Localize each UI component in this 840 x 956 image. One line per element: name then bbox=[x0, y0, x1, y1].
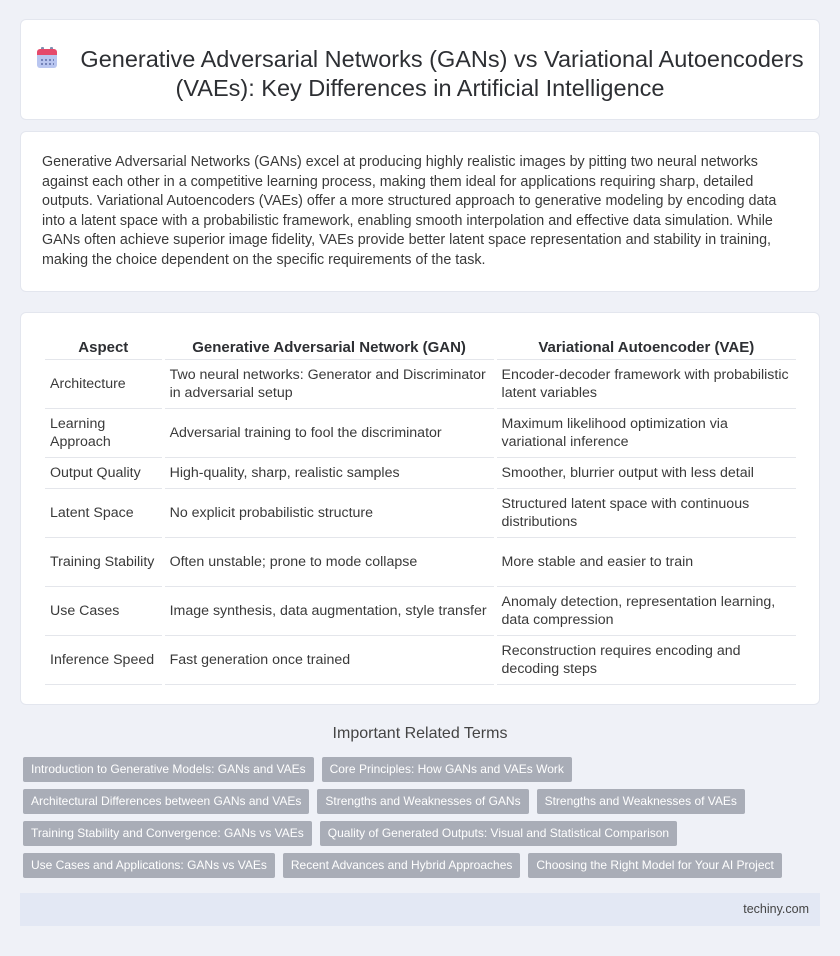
table-row bbox=[45, 409, 796, 458]
cell-vae: Maximum likelihood optimization via variational inference bbox=[497, 409, 796, 458]
related-term-tag[interactable]: Choosing the Right Model for Your AI Project bbox=[528, 853, 781, 878]
comparison-card bbox=[20, 312, 820, 705]
cell-aspect: Use Cases bbox=[45, 587, 162, 636]
cell-aspect: Inference Speed bbox=[45, 636, 162, 685]
header-card bbox=[20, 19, 820, 120]
related-term-tag[interactable]: Quality of Generated Outputs: Visual and Statistical Comparison bbox=[320, 821, 677, 846]
related-term-tag[interactable]: Core Principles: How GANs and VAEs Work bbox=[322, 757, 572, 782]
related-terms-title: Important Related Terms bbox=[332, 725, 508, 742]
calendar-icon bbox=[36, 47, 58, 69]
related-term-tag[interactable]: Strengths and Weaknesses of GANs bbox=[317, 789, 528, 814]
cell-aspect: Latent Space bbox=[45, 489, 162, 538]
table-row bbox=[45, 458, 796, 489]
related-term-tag[interactable]: Strengths and Weaknesses of VAEs bbox=[537, 789, 745, 814]
cell-aspect: Learning Approach bbox=[45, 409, 162, 458]
intro-card bbox=[20, 131, 820, 292]
cell-gan: Image synthesis, data augmentation, style transfer bbox=[165, 587, 494, 636]
cell-gan: Fast generation once trained bbox=[165, 636, 494, 685]
cell-gan: High-quality, sharp, realistic samples bbox=[165, 458, 494, 489]
cell-gan: Two neural networks: Generator and Discriminator in adversarial setup bbox=[165, 360, 494, 409]
cell-vae: Anomaly detection, representation learning, data compression bbox=[497, 587, 796, 636]
table-row bbox=[45, 636, 796, 685]
footer-site-link[interactable]: techiny.com bbox=[743, 902, 809, 916]
cell-gan: Often unstable; prone to mode collapse bbox=[165, 538, 494, 587]
related-term-tag[interactable]: Architectural Differences between GANs and VAEs bbox=[23, 789, 309, 814]
related-terms-list bbox=[23, 757, 823, 885]
cell-gan: No explicit probabilistic structure bbox=[165, 489, 494, 538]
related-term-tag[interactable]: Training Stability and Convergence: GANs vs VAEs bbox=[23, 821, 312, 846]
cell-vae: Structured latent space with continuous distributions bbox=[497, 489, 796, 538]
cell-aspect: Architecture bbox=[45, 360, 162, 409]
header-vae: Variational Autoencoder (VAE) bbox=[497, 333, 796, 360]
footer bbox=[20, 893, 820, 926]
comparison-table bbox=[42, 333, 799, 685]
intro-paragraph: Generative Adversarial Networks (GANs) excel at producing highly realistic images by pitting two neural networks against each other in a competitive learning process, making them ideal for applications requiring sharp, detailed outputs. Variational Autoencoders (VAEs) offer a more structured approach to generative modeling by encoding data into a latent space with a probabilistic framework, enabling smooth interpolation and effective data simulation. While GANs often achieve superior image fidelity, VAEs provide better latent space representation and stability in training, making the choice dependent on the specific requirements of the task. bbox=[42, 154, 777, 268]
cell-vae: Reconstruction requires encoding and decoding steps bbox=[497, 636, 796, 685]
page-title bbox=[31, 45, 809, 103]
table-header-row bbox=[45, 333, 796, 360]
header-gan: Generative Adversarial Network (GAN) bbox=[165, 333, 494, 360]
cell-aspect: Training Stability bbox=[45, 538, 162, 587]
related-term-tag[interactable]: Recent Advances and Hybrid Approaches bbox=[283, 853, 520, 878]
related-term-tag[interactable]: Introduction to Generative Models: GANs and VAEs bbox=[23, 757, 314, 782]
table-row bbox=[45, 587, 796, 636]
table-row bbox=[45, 489, 796, 538]
page-title-text: Generative Adversarial Networks (GANs) vs Variational Autoencoders (VAEs): Key Differences in Artificial Intelligence bbox=[80, 46, 804, 101]
cell-vae: Encoder-decoder framework with probabilistic latent variables bbox=[497, 360, 796, 409]
header-aspect: Aspect bbox=[45, 333, 162, 360]
cell-gan: Adversarial training to fool the discriminator bbox=[165, 409, 494, 458]
related-term-tag[interactable]: Use Cases and Applications: GANs vs VAEs bbox=[23, 853, 275, 878]
table-row bbox=[45, 538, 796, 587]
cell-vae: Smoother, blurrier output with less detail bbox=[497, 458, 796, 489]
cell-vae: More stable and easier to train bbox=[497, 538, 796, 587]
cell-aspect: Output Quality bbox=[45, 458, 162, 489]
table-row bbox=[45, 360, 796, 409]
